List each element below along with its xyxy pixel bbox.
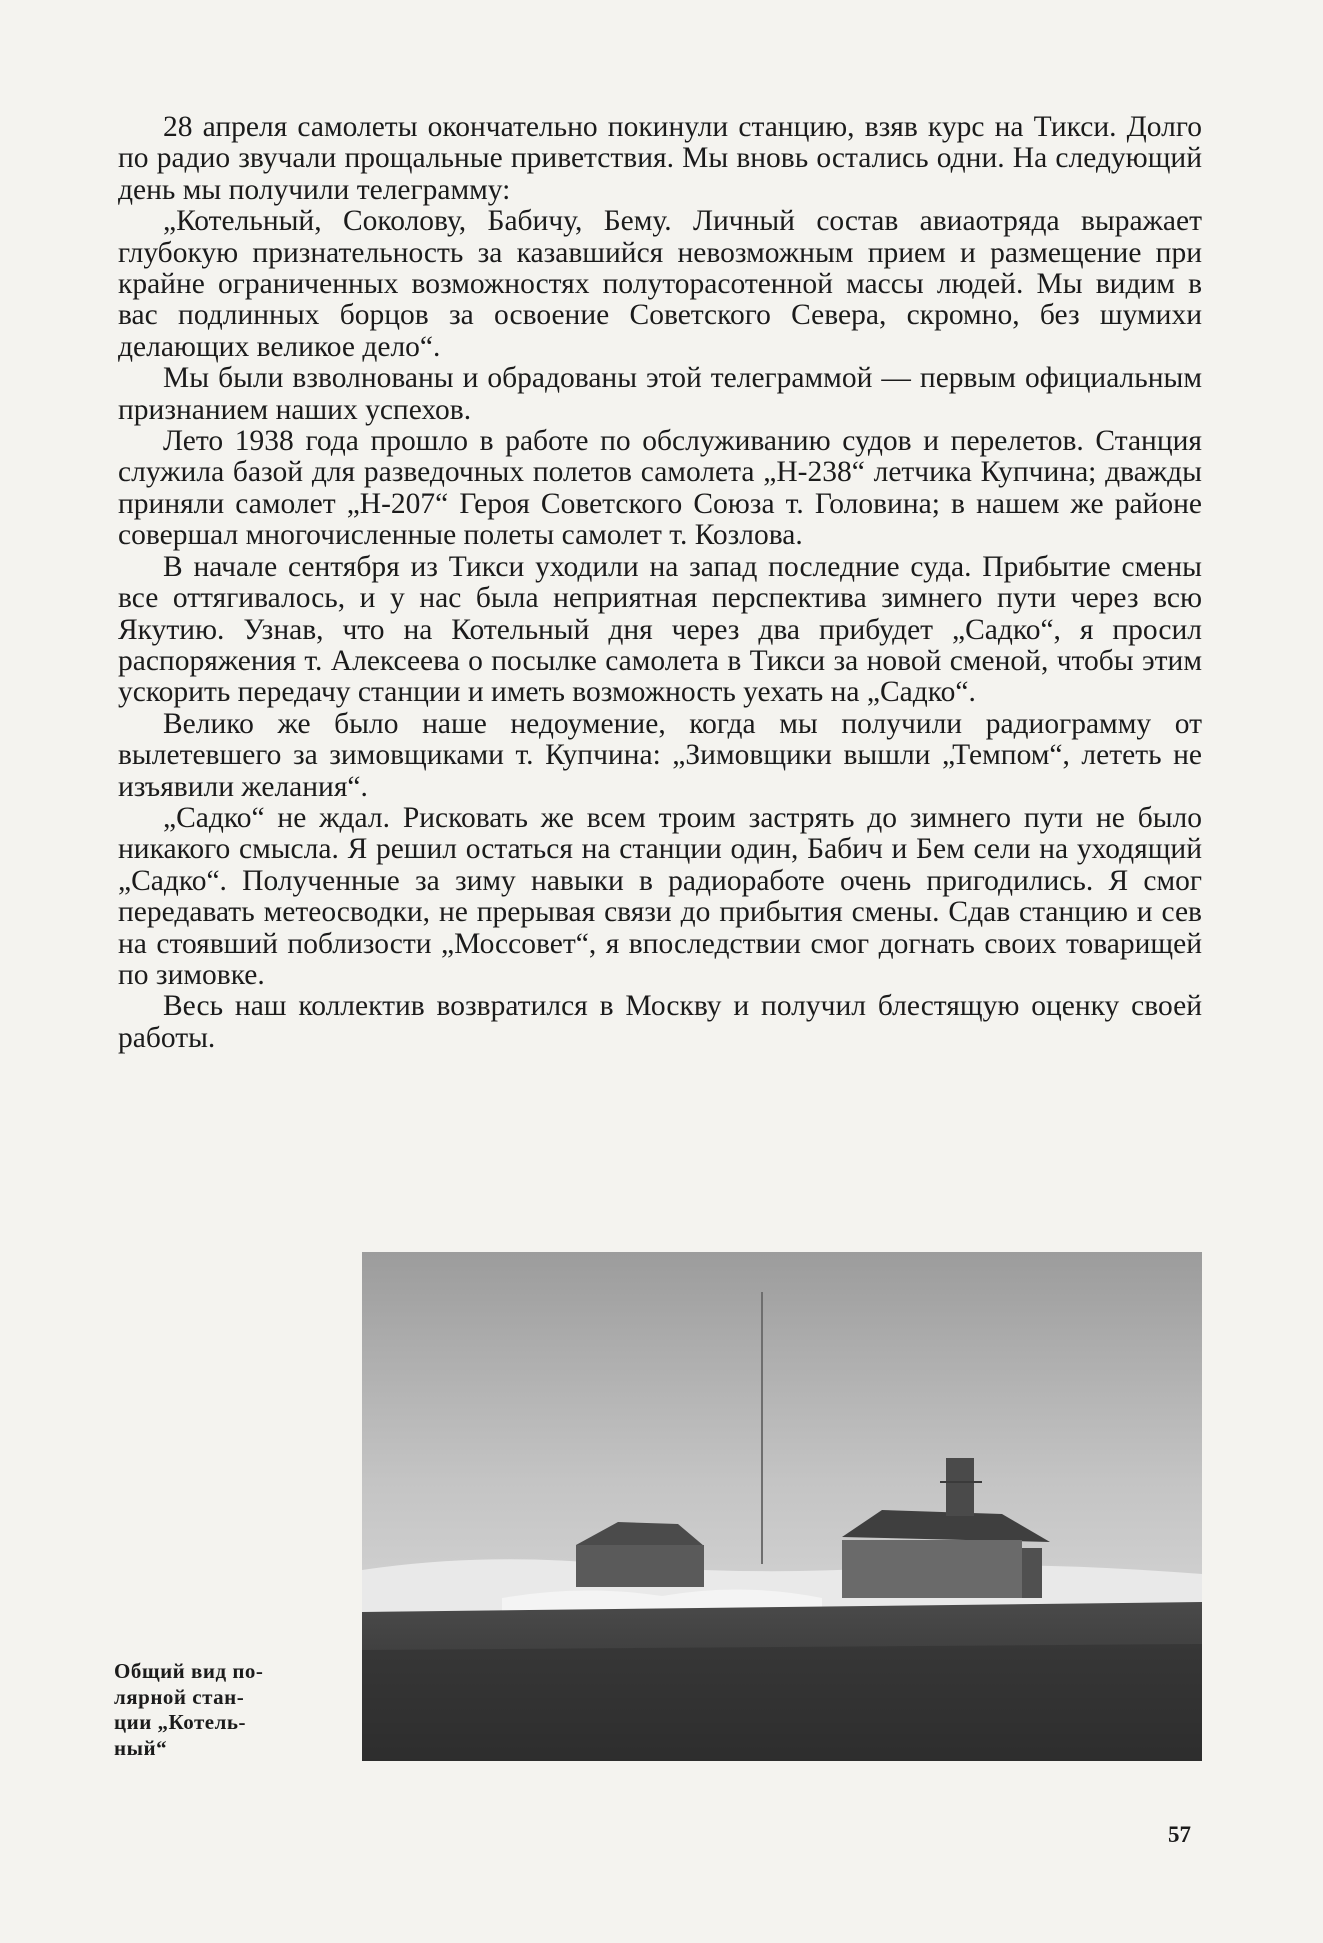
caption-line: лярной стан- [114,1684,245,1709]
caption-line: ции „Котель- [114,1710,246,1734]
page-number: 57 [1168,1822,1191,1847]
caption-line: ный“ [114,1735,168,1760]
station-photo [362,1252,1202,1761]
photo-caption [114,1659,314,1761]
paragraph: Весь наш коллектив возвратился в Москву и получил блестящую оценку своей работы. [118,990,1202,1054]
paragraph: „Садко“ не ждал. Рисковать же всем троим застрять до зимнего пути не было никакого смысла. Я решил остаться на станции один, Бабич и Бем сели на уходящий „Садко“. Полученные за зиму навыки в радиоработе очень пригодились. Я смог передавать метеосводки, не прерывая связи до прибытия смены. Сдав станцию и сев на стоявший поблизости „Моссовет“, я впоследствии смог догнать своих товарищей по зимовке. [118,801,1202,991]
paragraph: В начале сентября из Тикси уходили на запад последние суда. Прибытие смены все оттягивалось, и у нас была неприятная перспектива зимнего пути через всю Якутию. Узнав, что на Котельный дня через два прибудет „Садко“, я просил распоряжения т. Алексеева о посылке самолета в Тикси за новой сменой, чтобы этим ускорить передачу станции и иметь возможность уехать на „Садко“. [118,550,1202,709]
paragraph: „Котельный, Соколову, Бабичу, Бему. Личный состав авиаотряда выражает глубокую признательность за казавшийся невозможным прием и размещение при крайне ограниченных возможностях полуторасотенной массы людей. Мы видим в вас подлинных борцов за освоение Советского Севера, скромно, без шумихи делающих великое дело“. [118,205,1202,363]
paragraph: 28 апреля самолеты окончательно покинули станцию, взяв курс на Тикси. Долго по радио звучали прощальные приветствия. Мы вновь остались одни. На следующий день мы получили телеграмму: [118,111,1202,206]
paragraph: Лето 1938 года прошло в работе по обслуживанию судов и перелетов. Станция служила базой для разведочных полетов самолета „Н-238“ летчика Купчина; дважды приняли самолет „Н-207“ Героя Советского Союза т. Головина; в нашем же районе совершал многочисленные полеты самолет т. Козлова. [118,425,1202,552]
caption-line: Общий вид по- [114,1659,264,1683]
paragraph: Мы были взволнованы и обрадованы этой телеграммой — первым официальным признанием наших успехов. [118,362,1202,426]
paragraph: Велико же было наше недоумение, когда мы получили радиограмму от вылетевшего за зимовщиками т. Купчина: „Зимовщики вышли „Темпом“, лететь не изъявили желания“. [118,707,1202,803]
body-text [118,112,1202,1054]
